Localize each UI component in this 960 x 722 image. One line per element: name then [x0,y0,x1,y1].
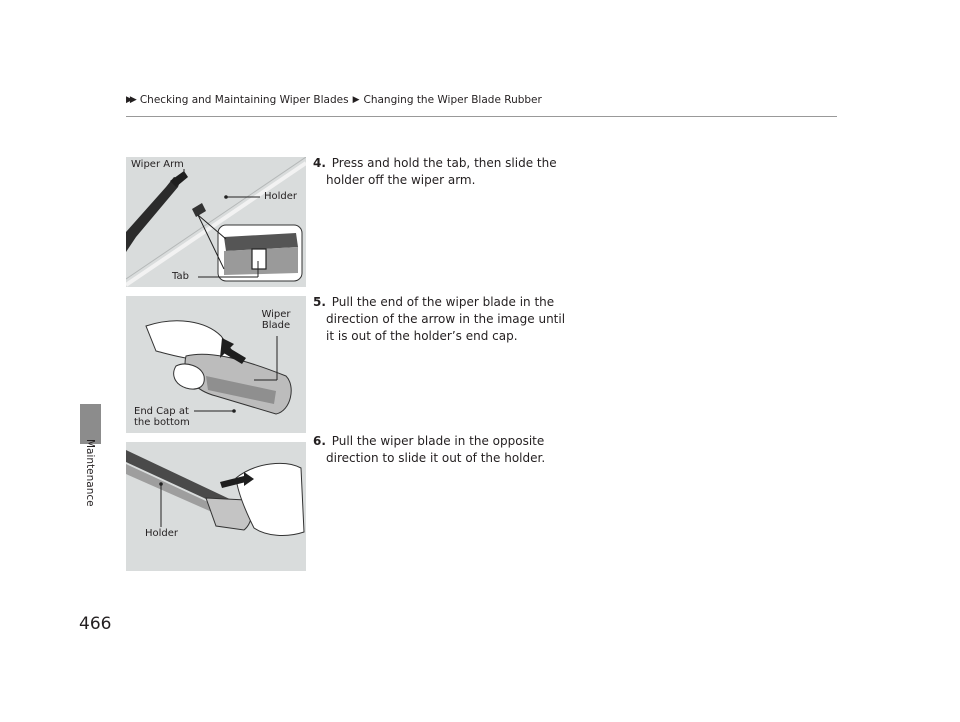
step-number: 4. [313,156,326,170]
wiper-arm-illustration [126,157,306,287]
step-number: 6. [313,434,326,448]
step-text: Press and hold the tab, then slide the holder off the wiper arm. [326,156,557,187]
label-wiper-blade: Wiper Blade [261,309,291,331]
figure-blade-end-cap [126,296,306,433]
slide-out-blade-illustration [126,442,306,571]
label-tab: Tab [172,271,189,282]
step-6 [313,433,576,467]
header-divider [126,116,837,117]
step-5 [313,294,576,345]
label-holder: Holder [264,191,298,202]
step-text: Pull the wiper blade in the opposite direction to slide it out of the holder. [326,434,546,465]
step-text: Pull the end of the wiper blade in the direction of the arrow in the image until it is out of the holder’s end cap. [326,295,566,343]
breadcrumb-arrows-icon: ▶▶ [126,95,134,105]
page-number: 466 [79,614,112,634]
breadcrumb [126,94,542,106]
breadcrumb-separator-icon: ▶ [352,95,360,105]
step-number: 5. [313,295,326,309]
breadcrumb-subsection[interactable]: Changing the Wiper Blade Rubber [363,94,542,106]
label-holder: Holder [145,528,179,539]
label-wiper-arm: Wiper Arm [131,159,184,170]
label-end-cap: End Cap at the bottom [134,406,190,428]
figure-slide-out-blade [126,442,306,571]
breadcrumb-section[interactable]: Checking and Maintaining Wiper Blades [139,94,349,106]
section-tab [80,404,101,444]
section-label: Maintenance [84,439,96,507]
step-4 [313,155,576,189]
figure-wiper-arm-holder [126,157,306,287]
